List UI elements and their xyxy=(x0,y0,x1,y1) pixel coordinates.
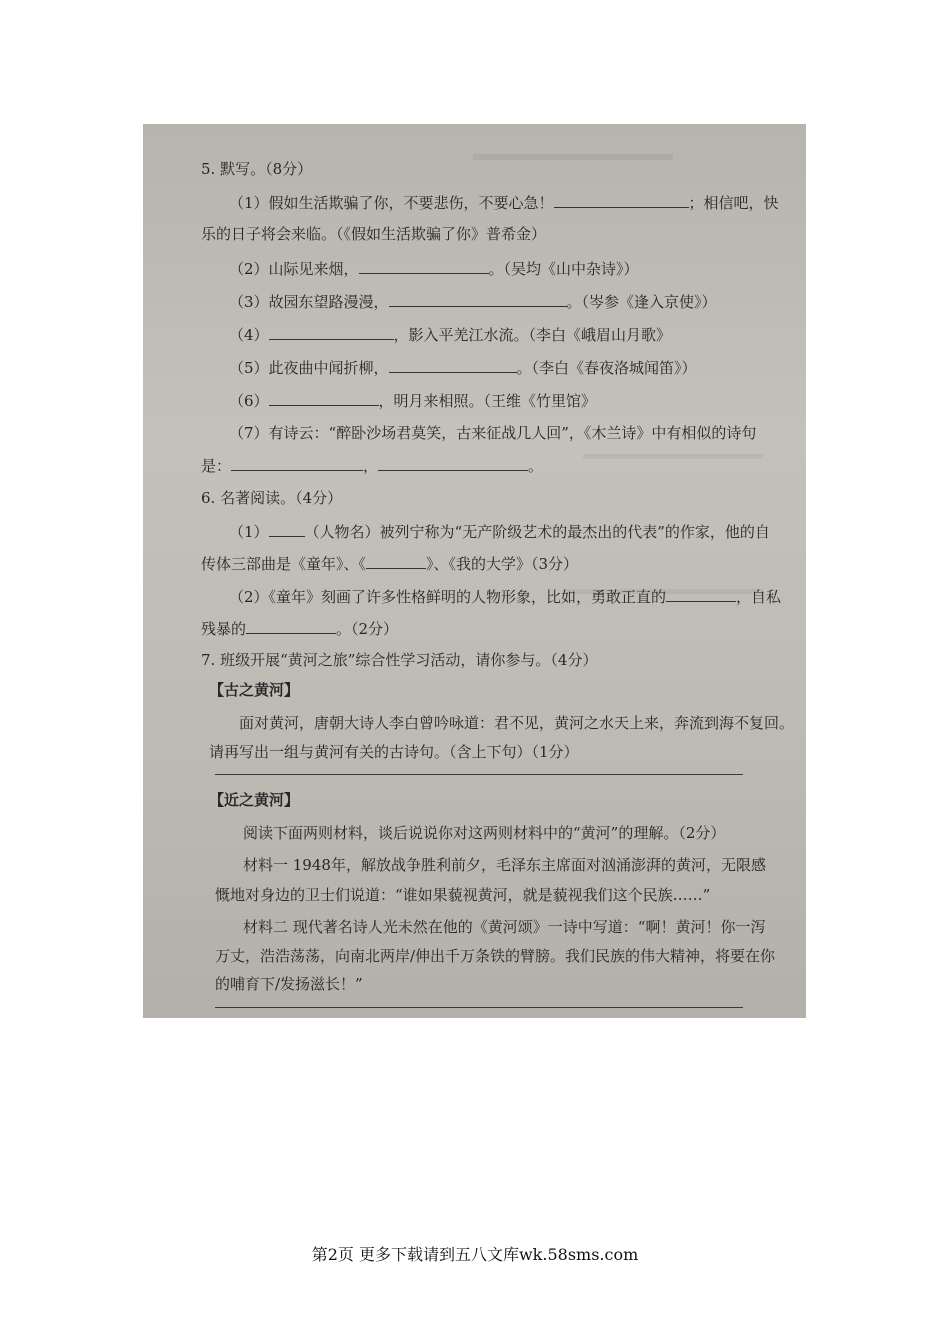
answer-blank[interactable] xyxy=(366,553,426,569)
material-one-text-1: 材料一 1948年，解放战争胜利前夕，毛泽东主席面对汹涌澎湃的黄河，无限感 xyxy=(243,856,766,874)
answer-line[interactable] xyxy=(215,774,743,775)
q7-ancient-text-2: 请再写出一组与黄河有关的古诗句。（含上下句）（1分） xyxy=(209,743,579,761)
q5-item-1: （1）假如生活欺骗了你，不要悲伤，不要心急！ ；相信吧，快 xyxy=(229,194,779,212)
answer-blank[interactable] xyxy=(269,324,394,340)
q5-item-2: （2）山际见来烟， 。（吴均《山中杂诗》） xyxy=(229,260,639,278)
page-footer: 第2页 更多下载请到五八文库wk.58sms.com xyxy=(311,1245,639,1264)
answer-blank[interactable] xyxy=(378,455,528,471)
q6-title: 6. 名著阅读。（4分） xyxy=(201,489,343,507)
q5-item-5: （5）此夜曲中闻折柳， 。（李白《春夜洛城闻笛》） xyxy=(229,359,697,377)
q6-item-2: （2）《童年》刻画了许多性格鲜明的人物形象，比如，勇敢正直的 ，自私 xyxy=(229,588,782,606)
q7-modern-instruction: 阅读下面两则材料，谈后说说你对这两则材料中的“黄河”的理解。（2分） xyxy=(243,824,726,842)
scanned-exam-photo xyxy=(143,124,806,1018)
q5-title: 5. 默写。（8分） xyxy=(201,160,313,178)
q5-item-4: （4） ，影入平羌江水流。（李白《峨眉山月歌》 xyxy=(229,326,672,344)
answer-blank[interactable] xyxy=(389,291,567,307)
q5-item-1-cont: 乐的日子将会来临。（《假如生活欺骗了你》普希金） xyxy=(201,225,547,243)
q6-item-1-cont: 传体三部曲是《童年》、《 》、《我的大学》（3分） xyxy=(201,555,579,573)
material-one-text-2: 慨地对身边的卫士们说道：“谁如果藐视黄河，就是藐视我们这个民族……” xyxy=(215,886,711,904)
section-ancient-yellow-river: 【古之黄河】 xyxy=(209,681,300,699)
q5-item-7-cont: 是： ， 。 xyxy=(201,457,544,475)
answer-blank[interactable] xyxy=(389,357,517,373)
answer-blank[interactable] xyxy=(231,455,363,471)
q5-item-7: （7）有诗云：“醉卧沙场君莫笑，古来征战几人回”，《木兰诗》中有相似的诗句 xyxy=(229,424,757,442)
material-two-text-2: 万丈，浩浩荡荡，向南北两岸/伸出千万条铁的臂膀。我们民族的伟大精神，将要在你 xyxy=(215,947,776,965)
material-two-text-1: 材料二 现代著名诗人光未然在他的《黄河颂》一诗中写道：“啊！黄河！你一泻 xyxy=(243,918,766,936)
q5-item-3: （3）故园东望路漫漫， 。（岑参《逢入京使》） xyxy=(229,293,717,311)
material-two-text-3: 的哺育下/发扬滋长！” xyxy=(215,975,363,993)
answer-blank[interactable] xyxy=(666,586,736,602)
answer-blank[interactable] xyxy=(269,390,379,406)
answer-blank[interactable] xyxy=(554,192,689,208)
q5-item-6: （6） ，明月来相照。（王维《竹里馆》 xyxy=(229,392,597,410)
q7-title: 7. 班级开展“黄河之旅”综合性学习活动，请你参与。（4分） xyxy=(201,651,598,669)
answer-blank[interactable] xyxy=(246,618,336,634)
q6-item-2-cont: 残暴的 。（2分） xyxy=(201,620,399,638)
answer-line[interactable] xyxy=(215,1007,743,1008)
q7-ancient-text-1: 面对黄河，唐朝大诗人李白曾吟咏道：君不见，黄河之水天上来，奔流到海不复回。 xyxy=(239,714,795,732)
answer-blank[interactable] xyxy=(269,521,305,537)
answer-blank[interactable] xyxy=(359,258,489,274)
section-modern-yellow-river: 【近之黄河】 xyxy=(209,791,300,809)
q6-item-1: （1） （人物名）被列宁称为“无产阶级艺术的最杰出的代表”的作家，他的自 xyxy=(229,523,770,541)
